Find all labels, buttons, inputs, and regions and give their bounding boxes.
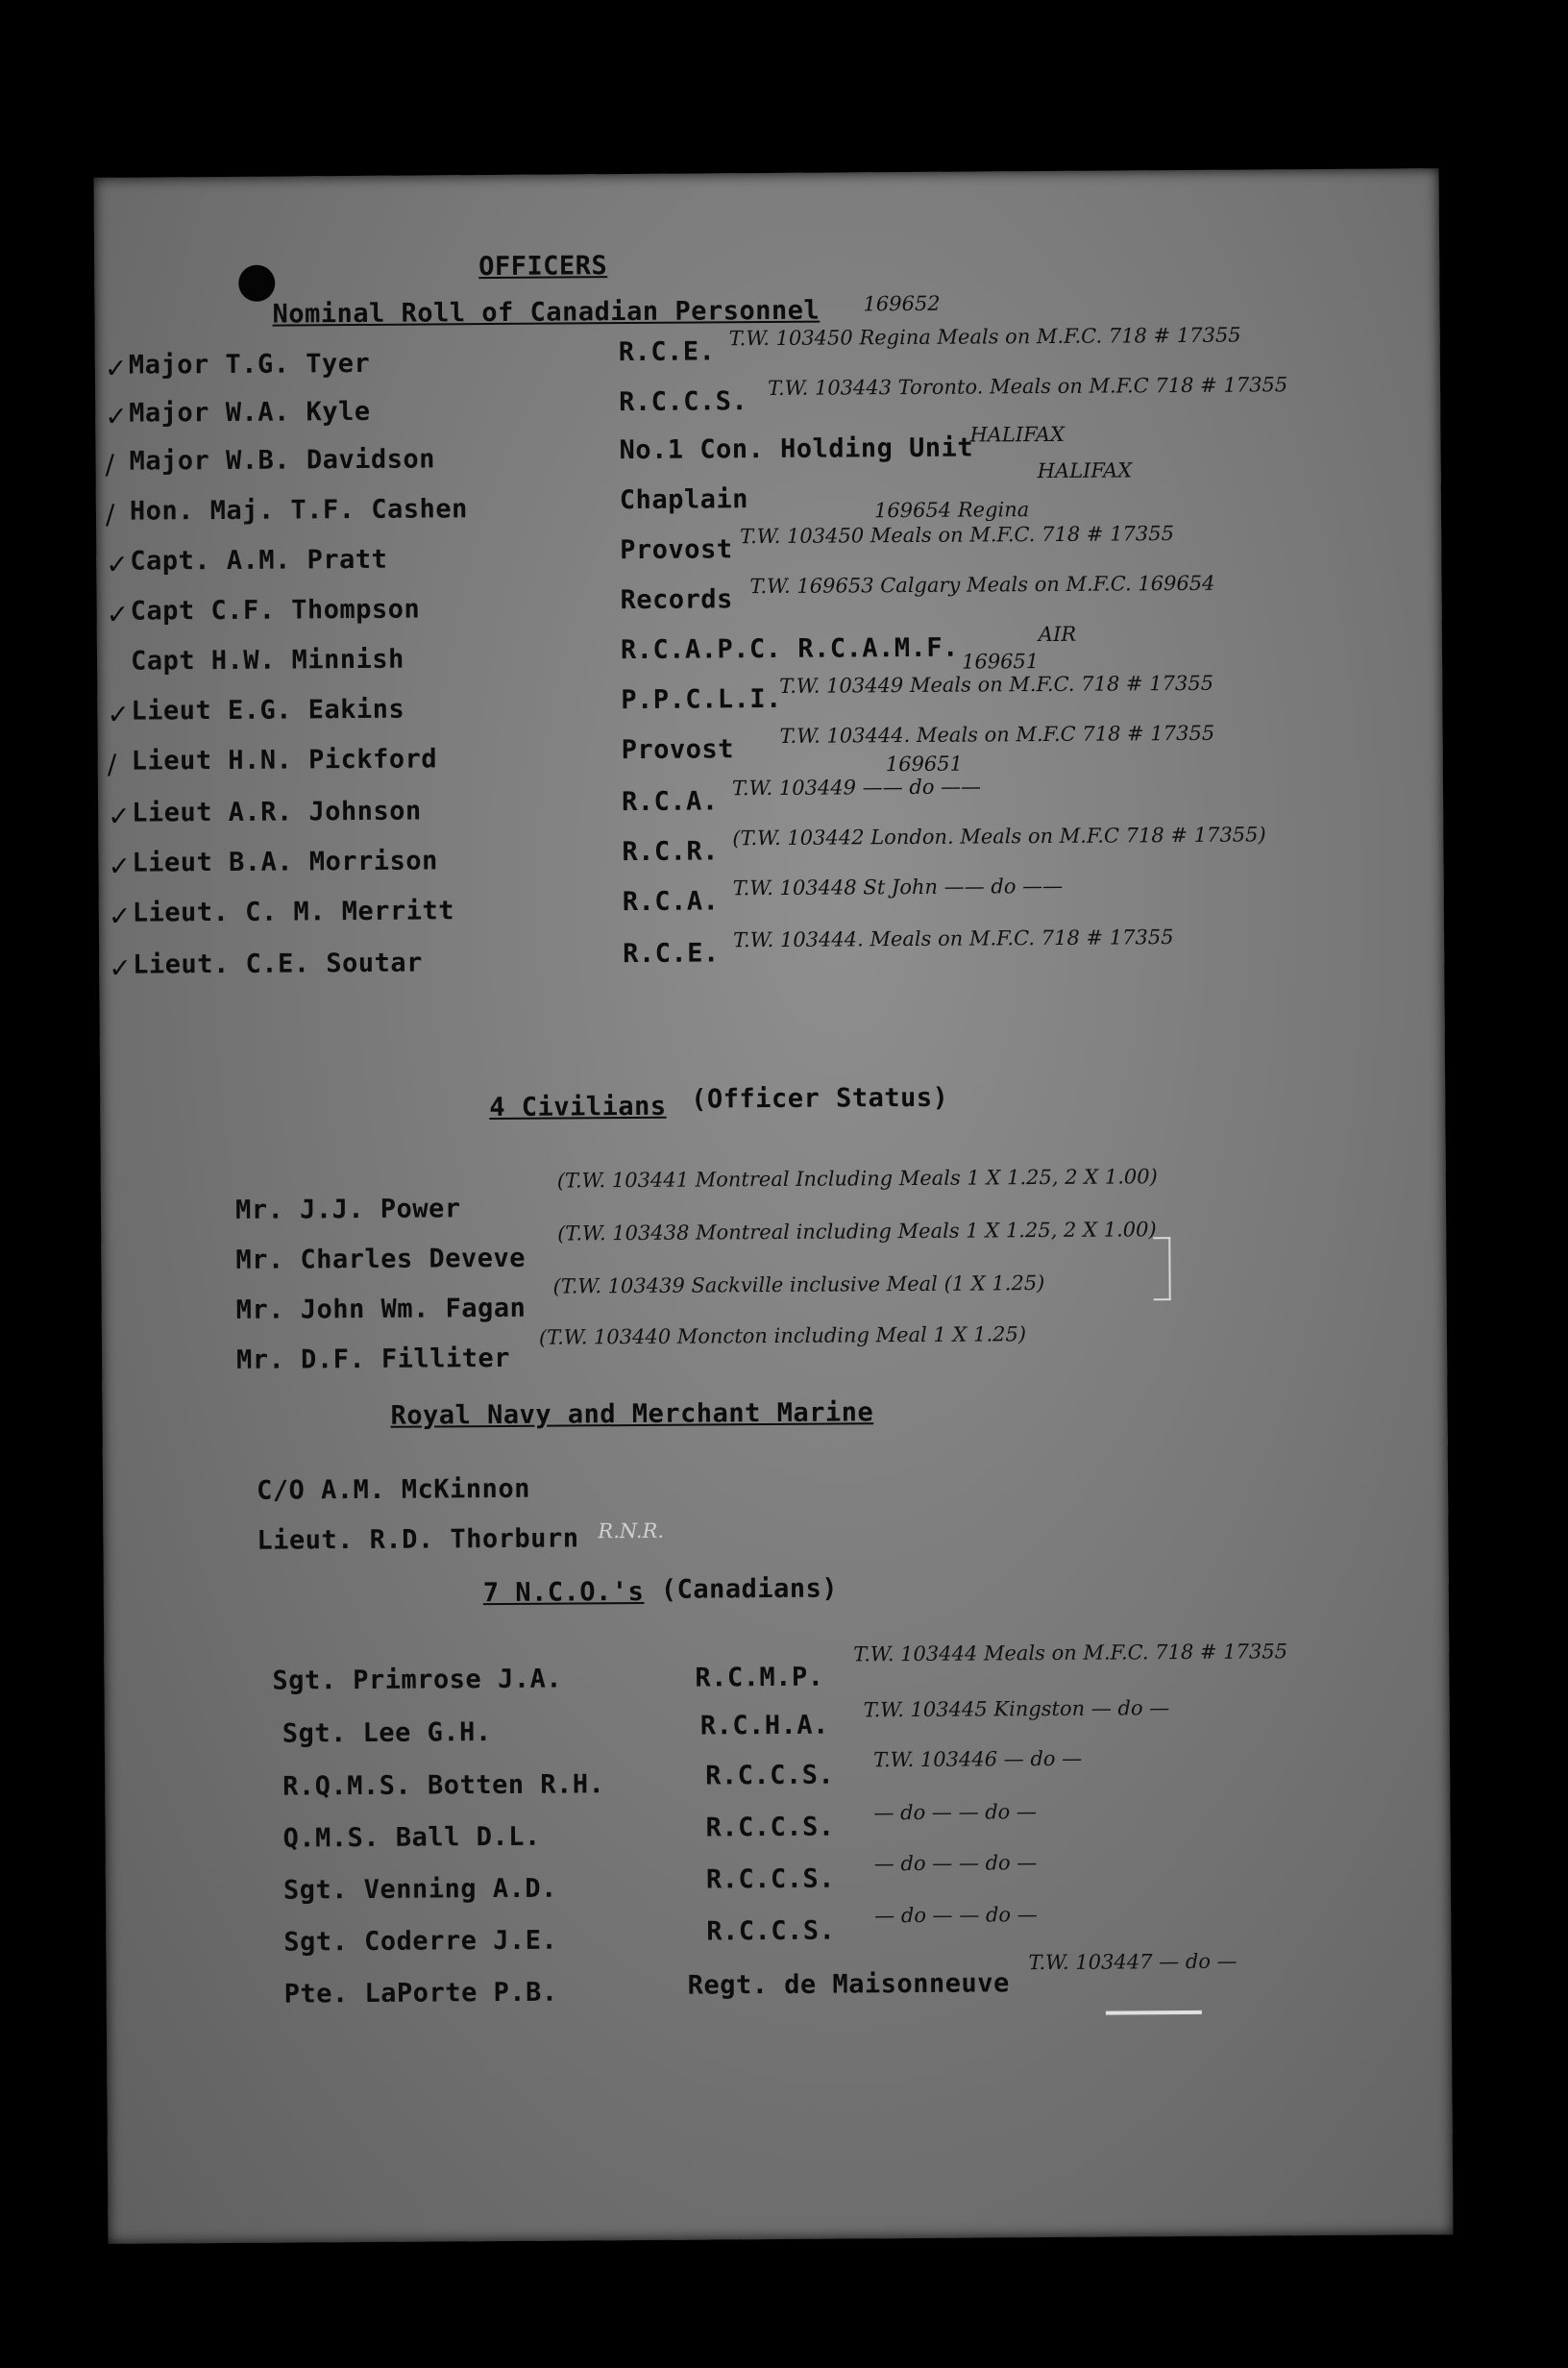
- nco-name: R.Q.M.S. Botten R.H.: [282, 1769, 605, 1802]
- nco-status: (Canadians): [660, 1573, 839, 1605]
- nco-unit: R.C.C.S.: [705, 1863, 836, 1895]
- checkmark: ✓: [108, 850, 132, 882]
- handwritten-note: T.W. 103445 Kingston — do —: [863, 1696, 1170, 1722]
- handwritten-note: R.N.R.: [598, 1518, 665, 1543]
- civilian-name: Mr. Charles Deveve: [235, 1243, 527, 1275]
- nco-name: Sgt. Lee G.H.: [282, 1717, 492, 1749]
- officer-unit: Records: [620, 584, 733, 616]
- handwritten-note: (T.W. 103440 Moncton including Meal 1 X 1.25): [538, 1322, 1027, 1349]
- civilians-heading: 4 Civilians: [489, 1091, 667, 1123]
- nco-name: Sgt. Primrose J.A.: [272, 1664, 563, 1696]
- handwritten-note: AIR: [1038, 622, 1077, 647]
- officer-unit: Provost: [620, 534, 733, 566]
- handwritten-note: HALIFAX: [1037, 458, 1133, 483]
- checkmark: ✓: [107, 698, 130, 730]
- handwritten-note: T.W. 103443 Toronto. Meals on M.F.C 718 # 17355: [767, 373, 1288, 401]
- officer-unit: Provost: [621, 734, 735, 766]
- checkmark: ✓: [105, 400, 128, 432]
- officer-name: Lieut. C. M. Merritt: [132, 896, 455, 928]
- civilian-name: Mr. J.J. Power: [234, 1194, 461, 1225]
- officer-name: Capt. A.M. Pratt: [130, 544, 388, 577]
- checkmark: /: [105, 498, 115, 530]
- handwritten-note: T.W. 103444. Meals on M.F.C. 718 # 17355: [732, 925, 1174, 952]
- handwritten-note: 169652: [863, 291, 941, 316]
- nco-unit: R.C.M.P.: [695, 1662, 824, 1693]
- nco-name: Q.M.S. Ball D.L.: [282, 1821, 541, 1854]
- handwritten-note: T.W. 103449 Meals on M.F.C. 718 # 17355: [779, 671, 1214, 698]
- bracket-mark: [1153, 1237, 1170, 1300]
- navy-heading: Royal Navy and Merchant Marine: [390, 1397, 874, 1431]
- civilian-name: Mr. D.F. Filliter: [235, 1343, 511, 1375]
- officer-name: Lieut H.N. Pickford: [131, 744, 438, 777]
- handwritten-note: T.W. 103447 — do —: [1028, 1949, 1237, 1975]
- handwritten-note: (T.W. 103442 London. Meals on M.F.C 718 # 17355): [732, 823, 1266, 851]
- officer-unit: Chaplain: [619, 484, 749, 516]
- officer-unit: R.C.A.: [622, 886, 720, 918]
- checkmark: ✓: [106, 548, 129, 580]
- nco-name: Pte. LaPorte P.B.: [283, 1977, 558, 2010]
- checkmark: ✓: [108, 900, 132, 932]
- handwritten-note: — do — — do —: [874, 1903, 1038, 1928]
- handwritten-note: — do — — do —: [873, 1851, 1038, 1876]
- officer-name: Major W.B. Davidson: [129, 444, 436, 477]
- nco-name: Sgt. Venning A.D.: [282, 1873, 557, 1906]
- officer-unit: R.C.E.: [618, 336, 716, 368]
- officer-name: Hon. Maj. T.F. Cashen: [129, 494, 468, 527]
- officer-unit: P.P.C.L.I.: [621, 683, 782, 716]
- nco-unit: R.C.C.S.: [706, 1915, 836, 1947]
- checkmark: /: [107, 748, 117, 780]
- handwritten-note: (T.W. 103441 Montreal Including Meals 1 X 1.25, 2 X 1.00): [556, 1165, 1158, 1193]
- checkmark: ✓: [108, 800, 131, 832]
- punch-hole: [238, 265, 275, 302]
- nco-name: Sgt. Coderre J.E.: [283, 1925, 558, 1958]
- nco-unit: Regt. de Maisonneuve: [687, 1968, 1010, 2001]
- civilian-name: Mr. John Wm. Fagan: [235, 1293, 527, 1325]
- officer-name: Lieut B.A. Morrison: [132, 846, 438, 878]
- document-page: [94, 168, 1454, 2244]
- officer-unit: R.C.C.S.: [619, 386, 748, 418]
- navy-name: C/O A.M. McKinnon: [256, 1473, 531, 1506]
- roll-subtitle: Nominal Roll of Canadian Personnel: [272, 295, 821, 330]
- navy-name: Lieut. R.D. Thorburn: [257, 1523, 579, 1556]
- handwritten-note: HALIFAX: [969, 422, 1066, 447]
- ink-dash: [1106, 2010, 1202, 2015]
- officer-name: Lieut E.G. Eakins: [131, 694, 405, 727]
- handwritten-note: — do — — do —: [873, 1800, 1038, 1825]
- handwritten-note: (T.W. 103438 Montreal including Meals 1 X 1.25, 2 X 1.00): [557, 1218, 1157, 1246]
- civilians-status: (Officer Status): [691, 1082, 949, 1115]
- handwritten-note: (T.W. 103439 Sackville inclusive Meal (1 X 1.25): [552, 1271, 1045, 1298]
- page-title: OFFICERS: [478, 251, 608, 283]
- handwritten-note: T.W. 103448 St John —— do ——: [732, 874, 1064, 900]
- officer-name: Capt H.W. Minnish: [130, 644, 404, 677]
- handwritten-note: T.W. 103444 Meals on M.F.C. 718 # 17355: [853, 1640, 1288, 1666]
- handwritten-note: 169651: [961, 650, 1040, 674]
- checkmark: ✓: [106, 598, 130, 630]
- handwritten-note: T.W. 103446 — do —: [872, 1746, 1083, 1772]
- officer-unit: R.C.A.: [621, 786, 719, 818]
- handwritten-note: T.W. 103444. Meals on M.F.C 718 # 17355: [779, 721, 1215, 748]
- officer-unit: R.C.E.: [623, 938, 720, 970]
- nco-unit: R.C.H.A.: [699, 1710, 829, 1741]
- handwritten-note: T.W. 169653 Calgary Meals on M.F.C. 169654: [749, 571, 1215, 599]
- checkmark: /: [105, 448, 115, 481]
- officer-name: Lieut. C.E. Soutar: [133, 948, 423, 980]
- officer-unit: R.C.R.: [622, 836, 720, 868]
- officer-name: Capt C.F. Thompson: [130, 594, 421, 627]
- officer-name: Major T.G. Tyer: [128, 348, 371, 381]
- handwritten-note: 169654 Regina: [873, 498, 1030, 523]
- officer-name: Lieut A.R. Johnson: [132, 796, 422, 828]
- officer-name: Major W.A. Kyle: [129, 396, 371, 429]
- handwritten-note: T.W. 103450 Meals on M.F.C. 718 # 17355: [740, 522, 1175, 549]
- officer-unit: R.C.A.P.C. R.C.A.M.F.: [620, 632, 959, 666]
- checkmark: ✓: [109, 951, 132, 984]
- handwritten-note: T.W. 103450 Regina Meals on M.F.C. 718 # 17355: [728, 323, 1241, 351]
- handwritten-note: T.W. 103449 —— do ——: [731, 775, 982, 801]
- handwritten-note: 169651: [885, 752, 964, 777]
- nco-unit: R.C.C.S.: [705, 1760, 835, 1791]
- officer-unit: No.1 Con. Holding Unit: [619, 432, 974, 466]
- nco-unit: R.C.C.S.: [705, 1812, 835, 1843]
- checkmark: ✓: [104, 352, 128, 384]
- nco-heading: 7 N.C.O.'s: [482, 1576, 645, 1609]
